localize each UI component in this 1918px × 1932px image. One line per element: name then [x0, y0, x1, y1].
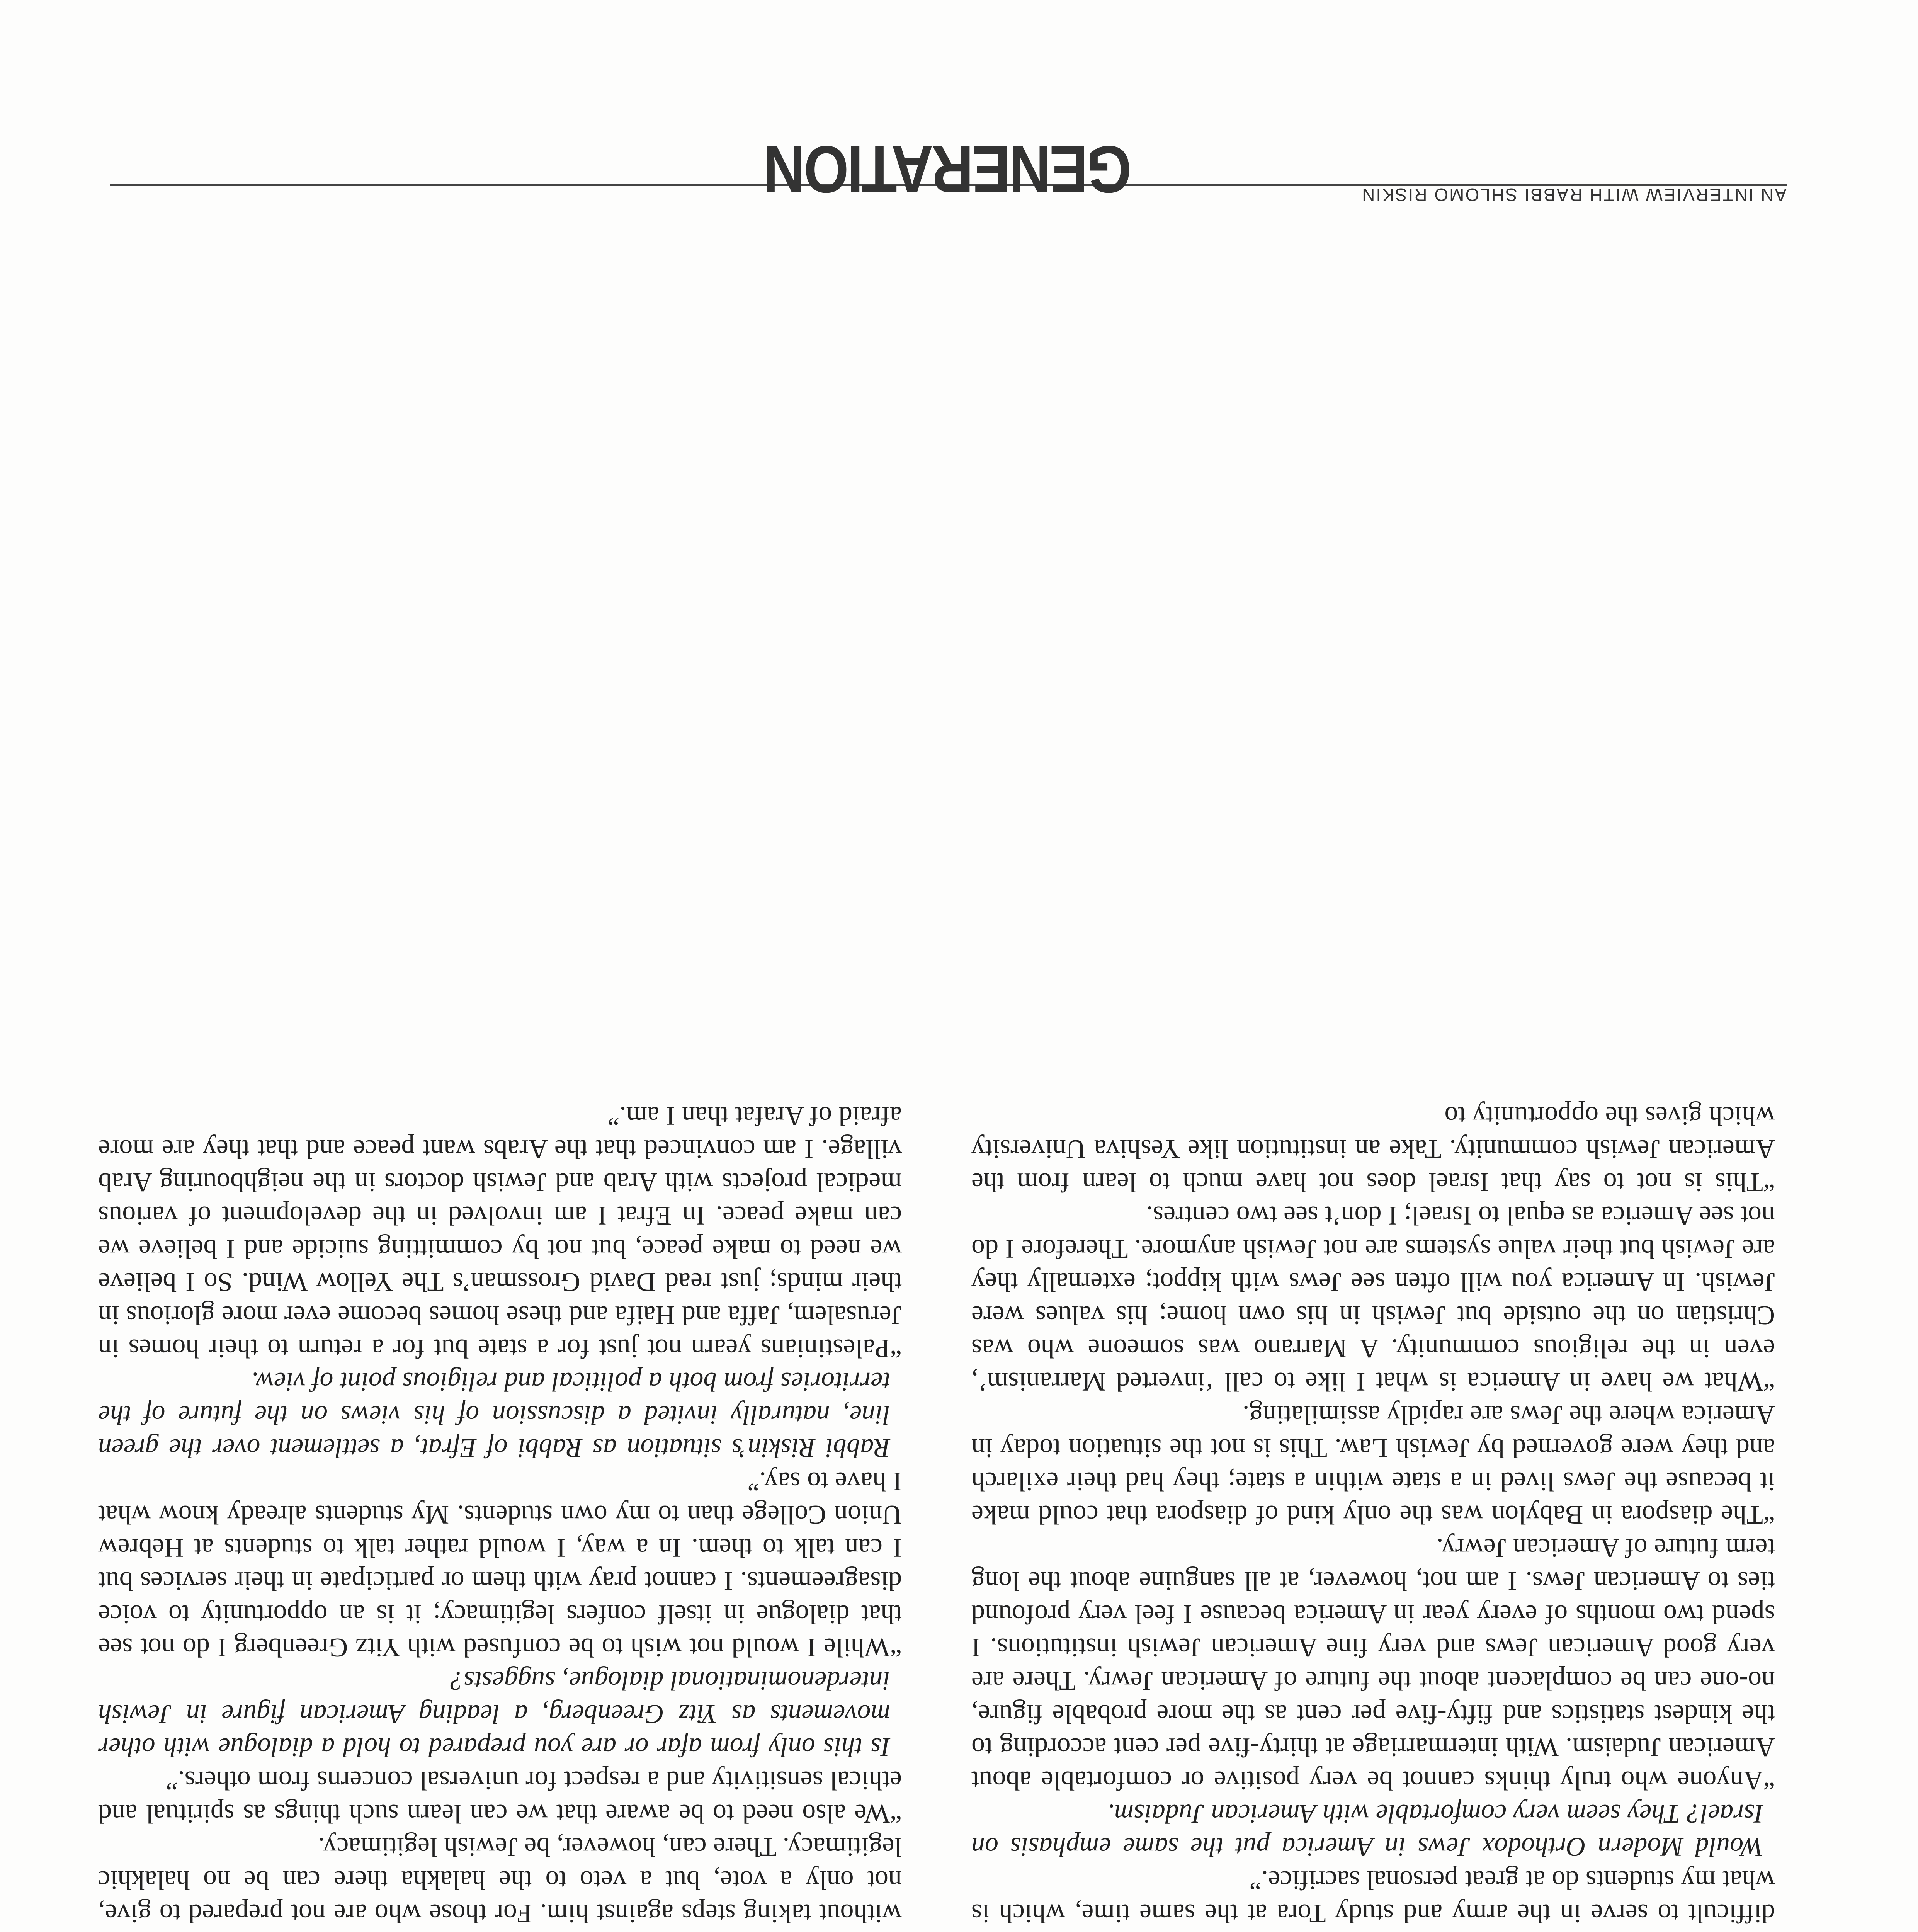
answer-paragraph: “This is not to say that Israel does not have much to learn from the American Jewish community. Take an institution like Yeshiva University which gives the opportunity to — [971, 1101, 1775, 1197]
answer-paragraph: difficult to serve in the army and study Tora at the same time, which is what my students do at great personal sacrifice.” — [971, 1865, 1775, 1928]
answer-paragraph: “The diaspora in Babylon was the only kind of diaspora that could make it because the Jews lived in a state within a state; they had their exilarch and they were governed by Jewish Law. This is not the situation today in America where the Jews are rapidly assimilating. — [971, 1400, 1775, 1529]
answer-paragraph: “Anyone who truly thinks cannot be very positive or comfortable about American Judaism. With intermarriage at thirty-five per cent according to the kindest statistics and fifty-five per cent as the more probable figure, no-one can be complacent about the future of American Jewry. There are very good American Jews and very fine American Jewish institutions. I spend two months of every year in America because I feel very profound ties to American Jews. I am not, however, at all sanguine about the long term future of American Jewry. — [971, 1533, 1775, 1795]
question-paragraph: Would Modern Orthodox Jews in America put the same emphasis on Israel? They seem very comfortable with American Judaism. — [971, 1799, 1763, 1862]
answer-paragraph: “We also need to be aware that we can learn such things as spiritual and ethical sensitivity and a respect for universal concerns from others.” — [98, 1765, 902, 1828]
page-header — [110, 102, 1787, 207]
question-paragraph: Rabbi Riskin’s situation as Rabbi of Efrat, a settlement over the green line, naturally invited a discussion of his views on the future of the territories from both a political and religious point of view. — [98, 1367, 890, 1463]
answer-paragraph: without taking steps against him. For those who are not prepared to give, not only a vote, but a veto to the halakha there can be no halakhic legitimacy. There can, however, be Jewish legitimacy. — [98, 1832, 902, 1928]
answer-paragraph: “Palestinians yearn not just for a state but for a return to their homes in Jerusalem, Jaffa and Haifa and these homes become ever more glorious in their minds; just read David Grossman’s The Yellow Wind. So I believe we need to make peace, but not by committing suicide and I believe we can make peace. In Efrat I am involved in the development of various medical projects with Arab and Jewish doctors in the neighbouring Arab village. I am convinced that the Arabs want peace and that they are more afraid of Arafat than I am.” — [98, 1101, 902, 1363]
left-column — [971, 1099, 1775, 1932]
article-subtitle: AN INTERVIEW WITH RABBI SHLOMO RISKIN — [1361, 185, 1787, 205]
answer-paragraph: “While I would not wish to be confused with Yitz Greenberg I do not see that dialogue in itself confers legitimacy; it is an opportunity to voice disagreements. I cannot pray with them or participate in their services but I can talk to them. In a way, I would rather talk to students at Hebrew Union College than to my own students. My students already know what I have to say.” — [98, 1466, 902, 1662]
question-paragraph: Is this only from afar or are you prepared to hold a dialogue with other movements as Yitz Greenberg, a leading American figure in Jewish interdenominational dialogue, suggests? — [98, 1666, 890, 1762]
right-column — [98, 1099, 902, 1932]
masthead-logo: GENERATION — [765, 132, 1132, 207]
answer-paragraph: “What we have in America is what I like to call ‘inverted Marranism’, even in the religious community. A Marrano was someone who was Christian on the outside but Jewish in his own home; his values were Jewish. In America you will often see Jews with kippot; externally they are Jewish but their value systems are not Jewish anymore. Therefore I do not see America as equal to Israel; I don’t see two centres. — [971, 1201, 1775, 1396]
